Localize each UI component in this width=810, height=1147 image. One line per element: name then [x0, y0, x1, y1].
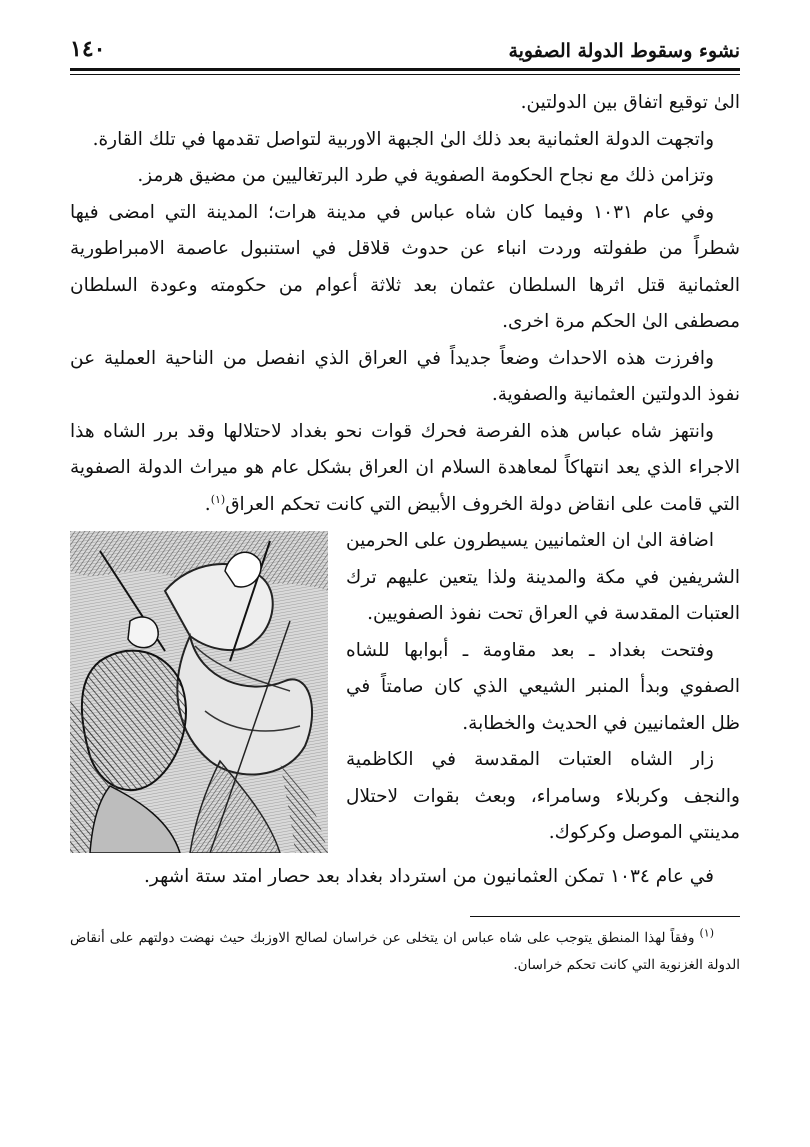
- paragraph-4: وفي عام ١٠٣١ وفيما كان شاه عباس في مدينة هرات؛ المدينة التي امضى فيها شطراً من طفولته وردت انباء عن حدوث قلاقل في استنبول عاصمة الامبراطورية العثمانية قتل اثرها السلطان عثمان بعد ثلاثة أعوام من حكومته وعودة السلطان مصطفى الىٰ الحكم مرة اخرى.: [70, 201, 740, 332]
- figure-paragraph-2: وفتحت بغداد ـ بعد مقاومة ـ أبوابها للشاه الصفوي وبدأ المنبر الشيعي الذي كان صامتاً في ظل العثمانيين في الحديث والخطابة.: [346, 639, 740, 734]
- closing-paragraph: في عام ١٠٣٤ تمكن العثمانيون من استرداد بغداد بعد حصار امتد ستة اشهر.: [144, 866, 714, 887]
- header-rule-thick: [70, 68, 740, 71]
- header-rule-thin: [70, 74, 740, 75]
- book-page: [70, 26, 740, 1126]
- body-text: [70, 85, 740, 896]
- paragraph-6-text: وانتهز شاه عباس هذه الفرصة فحرك قوات نحو بغداد لاحتلالها وقد برر الشاه هذا الاجراء الذي يعد انتهاكاً لمعاهدة السلام ان العراق بشكل عام هو ميراث الدولة الصفوية التي قامت على انقاض دولة الخروف الأبيض التي كانت تحكم العراق: [70, 420, 740, 515]
- running-head: [70, 26, 740, 62]
- paragraph-1: الىٰ توقيع اتفاق بين الدولتين.: [520, 92, 740, 113]
- battle-engraving-illustration: [70, 531, 328, 853]
- footnote-1-text: وفقاً لهذا المنطق يتوجب على شاه عباس ان يتخلى عن خراسان لصالح الاوزبك حيث نهضت دولتهم على أنقاض الدولة الغزنوية التي كانت تحكم خراسان.: [70, 929, 740, 973]
- figure-block: [70, 523, 740, 859]
- figure-paragraph-3: زار الشاه العتبات المقدسة في الكاظمية والنجف وكربلاء وسامراء، وبعث بقوات لاحتلال مدينتي الموصل وكركوك.: [346, 749, 740, 843]
- footnotes: [70, 925, 740, 979]
- paragraph-3: وتزامن ذلك مع نجاح الحكومة الصفوية في طرد البرتغاليين من مضيق هرمز.: [137, 165, 714, 186]
- paragraph-6: وانتهز شاه عباس هذه الفرصة فحرك قوات نحو بغداد لاحتلالها وقد برر الشاه هذا الاجراء الذي يعد انتهاكاً لمعاهدة السلام ان العراق بشكل عام هو ميراث الدولة الصفوية التي قامت على انقاض دولة الخروف الأبيض التي كانت تحكم العراق$^{(١)}$.: [70, 420, 740, 515]
- engraving-svg: [70, 531, 328, 853]
- footnote-rule: [470, 916, 740, 917]
- paragraph-2: واتجهت الدولة العثمانية بعد ذلك الىٰ الجبهة الاوربية لتواصل تقدمها في تلك القارة.: [92, 128, 714, 150]
- page-number: ١٤٠: [70, 36, 106, 62]
- running-title: نشوء وسقوط الدولة الصفوية: [508, 40, 740, 62]
- footnote-reference[interactable]: (١): [210, 492, 226, 506]
- paragraph-5: وافرزت هذه الاحداث وضعاً جديداً في العراق الذي انفصل من الناحية العملية عن نفوذ الدولتين العثمانية والصفوية.: [70, 347, 740, 405]
- footnote-1-marker: (١): [699, 926, 715, 939]
- footnote-1: [70, 925, 740, 979]
- figure-paragraph-1: اضافة الىٰ ان العثمانيين يسيطرون على الحرمين الشريفين في مكة والمدينة ولذا يتعين عليهم ترك العتبات المقدسة في العراق تحت نفوذ الصفويين.: [346, 530, 740, 624]
